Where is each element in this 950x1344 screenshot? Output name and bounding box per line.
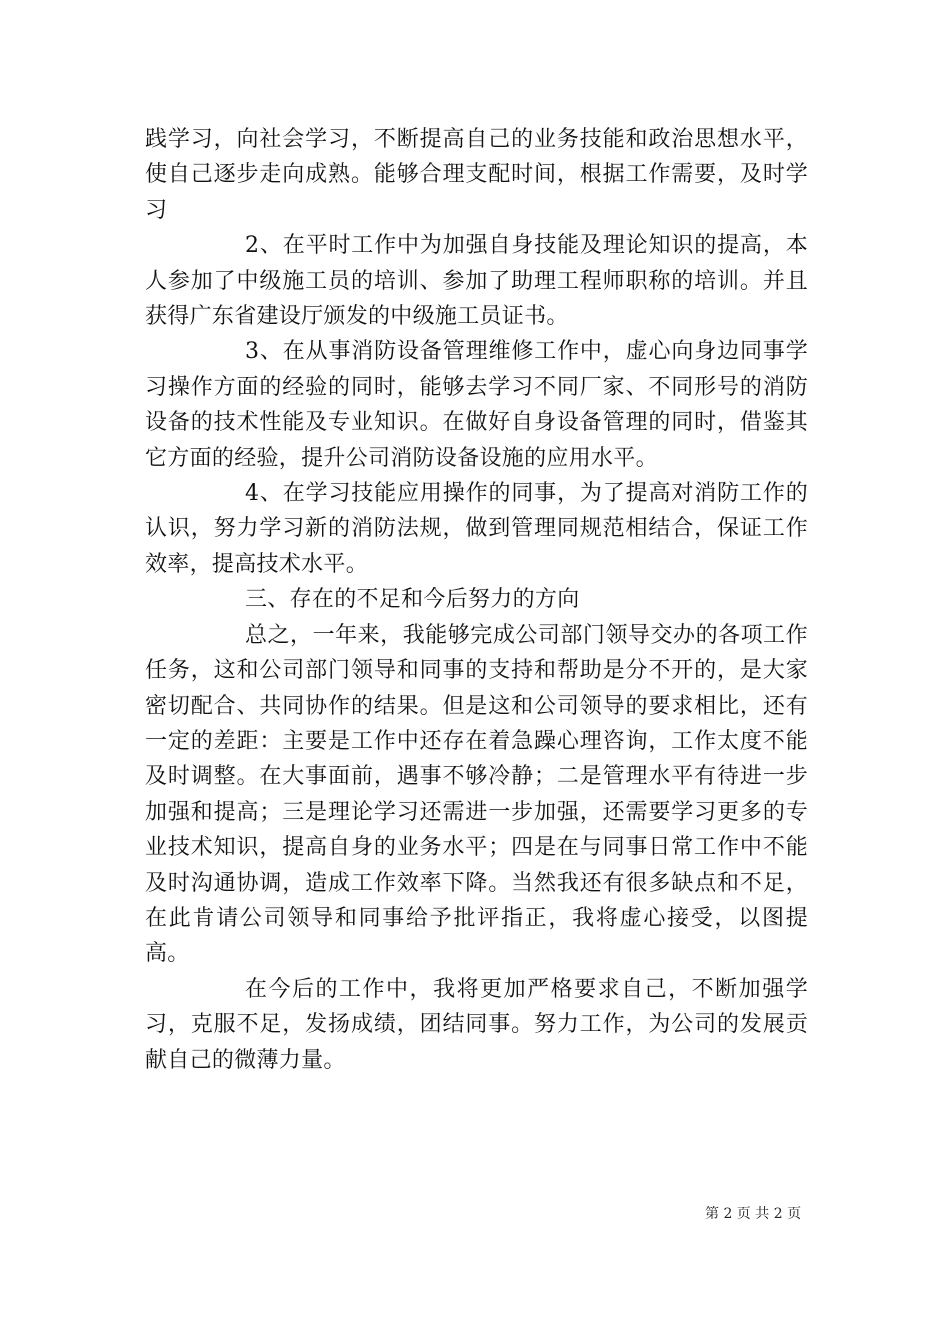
paragraph-summary: 总之，一年来，我能够完成公司部门领导交办的各项工作任务，这和公司部门领导和同事的支持和帮助是分不开的，是大家密切配合、共同协作的结果。但是这和公司领导的要求相比，还有一定的差距：主要是工作中还存在着急躁心理咨询，工作太度不能及时调整。在大事面前，遇事不够冷静；二是管理水平有待进一步加强和提高；三是理论学习还需进一步加强，还需要学习更多的专业技术知识，提高自身的业务水平；四是在与同事日常工作中不能及时沟通协调，造成工作效率下降。当然我还有很多缺点和不足，在此肯请公司领导和同事给予批评指正，我将虚心接受，以图提高。 xyxy=(145,622,808,967)
paragraph-conclusion: 在今后的工作中，我将更加严格要求自己，不断加强学习，克服不足，发扬成绩，团结同事。努力工作，为公司的发展贡献自己的微薄力量。 xyxy=(145,976,808,1073)
paragraph-item-2: 2、在平时工作中为加强自身技能及理论知识的提高，本人参加了中级施工员的培训、参加了助理工程师职称的培训。并且获得广东省建设厅颁发的中级施工员证书。 xyxy=(145,233,808,330)
paragraph-item-3: 3、在从事消防设备管理维修工作中，虚心向身边同事学习操作方面的经验的同时，能够去学习不同厂家、不同形号的消防设备的技术性能及专业知识。在做好自身设备管理的同时，借鉴其它方面的经验，提升公司消防设备设施的应用水平。 xyxy=(145,339,808,471)
paragraph-continuation: 践学习，向社会学习，不断提高自己的业务技能和政治思想水平，使自己逐步走向成熟。能够合理支配时间，根据工作需要，及时学习 xyxy=(145,127,808,223)
document-body xyxy=(145,122,808,1078)
section-heading: 三、存在的不足和今后努力的方向 xyxy=(245,587,580,613)
paragraph-item-4: 4、在学习技能应用操作的同事，为了提高对消防工作的认识，努力学习新的消防法规，做到管理同规范相结合，保证工作效率，提高技术水平。 xyxy=(145,481,808,577)
page-number: 第 2 页 共 2 页 xyxy=(705,1206,802,1222)
